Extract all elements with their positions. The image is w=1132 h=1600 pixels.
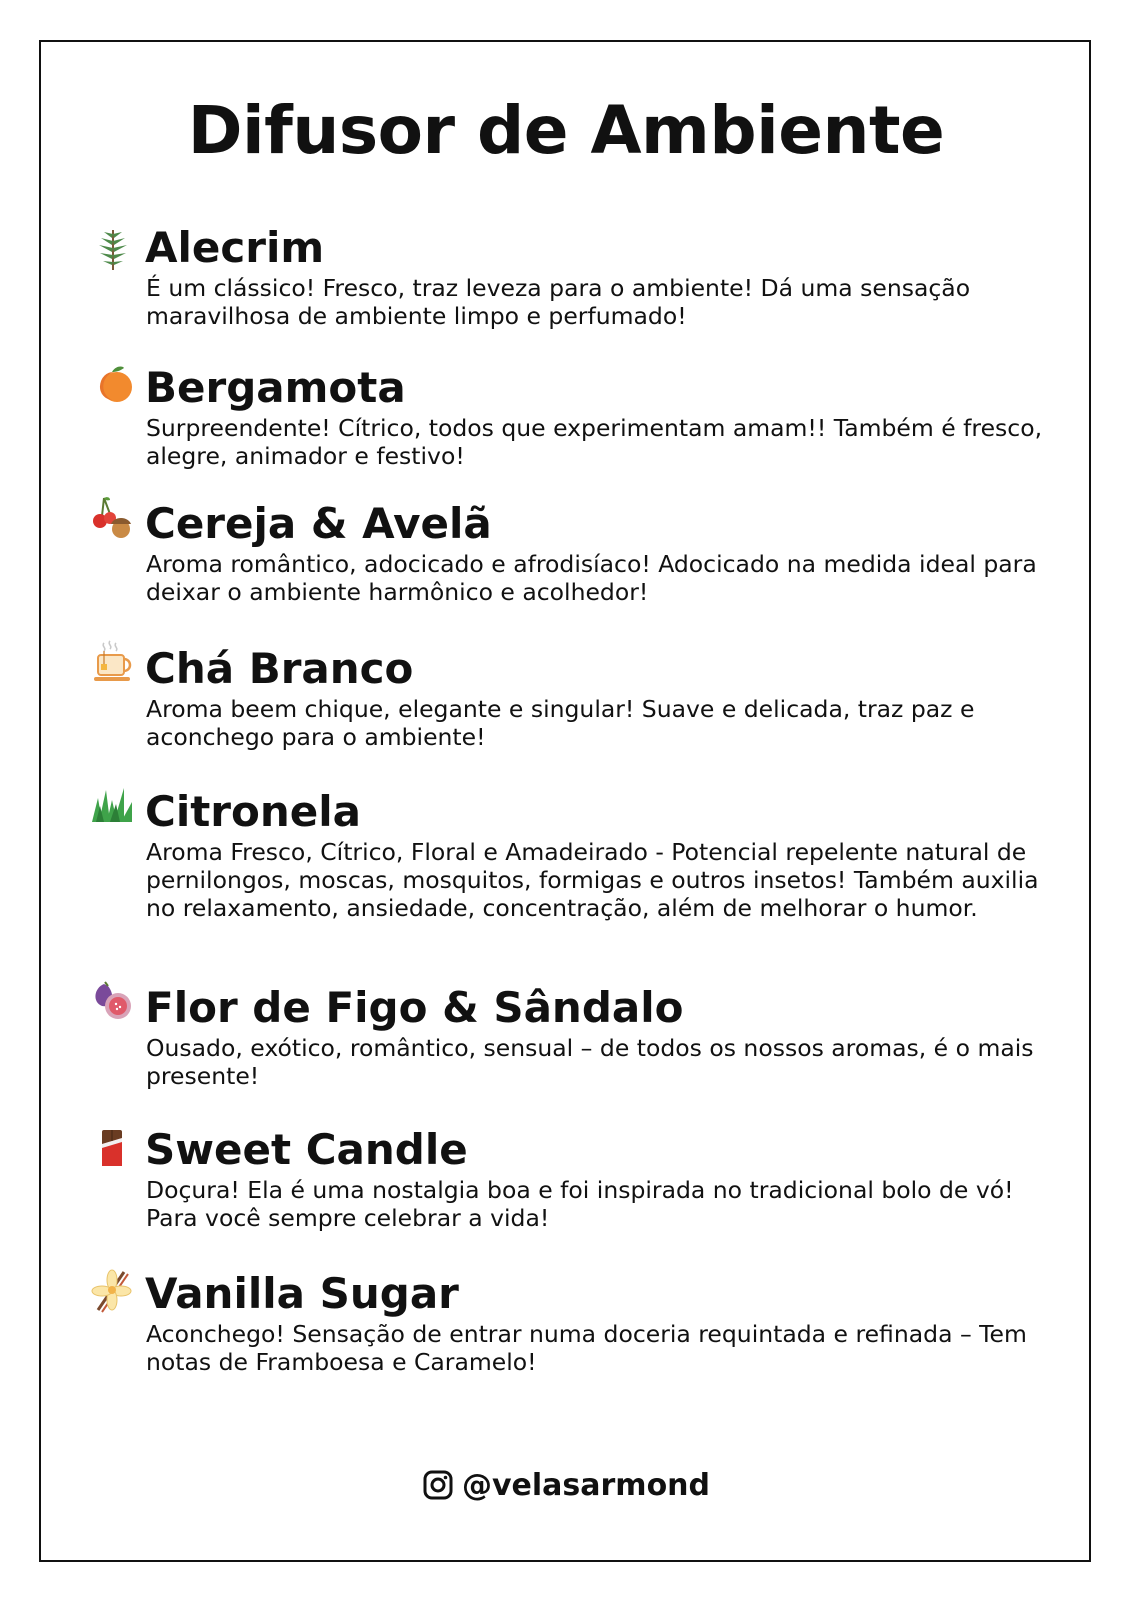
rosemary-icon [90, 226, 136, 272]
scent-name: Flor de Figo & Sândalo [145, 983, 684, 1032]
scent-name: Alecrim [145, 223, 325, 272]
instagram-icon [422, 1469, 454, 1501]
cherry-hazelnut-icon [90, 494, 136, 540]
fig-icon [90, 978, 136, 1024]
scent-description: Aconchego! Sensação de entrar numa doceria requintada e refinada – Tem notas de Framboesa e Caramelo! [146, 1320, 1027, 1376]
scent-description: É um clássico! Fresco, traz leveza para o ambiente! Dá uma sensação maravilhosa de ambiente limpo e perfumado! [146, 274, 971, 330]
scent-name: Sweet Candle [145, 1125, 468, 1174]
scent-description: Aroma romântico, adocicado e afrodisíaco! Adocicado na medida ideal para deixar o ambiente harmônico e acolhedor! [146, 550, 1037, 606]
scent-name: Cereja & Avelã [145, 499, 492, 548]
page-title: Difusor de Ambiente [187, 92, 945, 169]
scent-name: Chá Branco [145, 644, 414, 693]
scent-description: Doçura! Ela é uma nostalgia boa e foi inspirada no tradicional bolo de vó! Para você sempre celebrar a vida! [146, 1176, 1014, 1232]
scent-description: Ousado, exótico, romântico, sensual – de todos os nossos aromas, é o mais presente! [146, 1034, 1034, 1090]
tea-cup-icon [90, 639, 136, 685]
tangerine-icon [90, 362, 136, 408]
footer-social[interactable] [0, 1468, 1132, 1503]
scent-name: Bergamota [145, 363, 406, 412]
chocolate-bar-icon [90, 1126, 136, 1172]
scent-description: Surpreendente! Cítrico, todos que experimentam amam!! Também é fresco, alegre, animador e festivo! [146, 414, 1043, 470]
grass-icon [90, 784, 136, 830]
scent-description: Aroma Fresco, Cítrico, Floral e Amadeirado - Potencial repelente natural de pernilongos, moscas, mosquitos, formigas e outros insetos! Também auxilia no relaxamento, ansiedade, concentração, além de melhorar o humor. [146, 838, 1039, 922]
scent-name: Vanilla Sugar [145, 1269, 459, 1318]
scent-name: Citronela [145, 787, 361, 836]
vanilla-flower-icon [90, 1268, 136, 1314]
scent-description: Aroma beem chique, elegante e singular! Suave e delicada, traz paz e aconchego para o ambiente! [146, 695, 975, 751]
instagram-handle[interactable]: @velasarmond [461, 1468, 711, 1503]
